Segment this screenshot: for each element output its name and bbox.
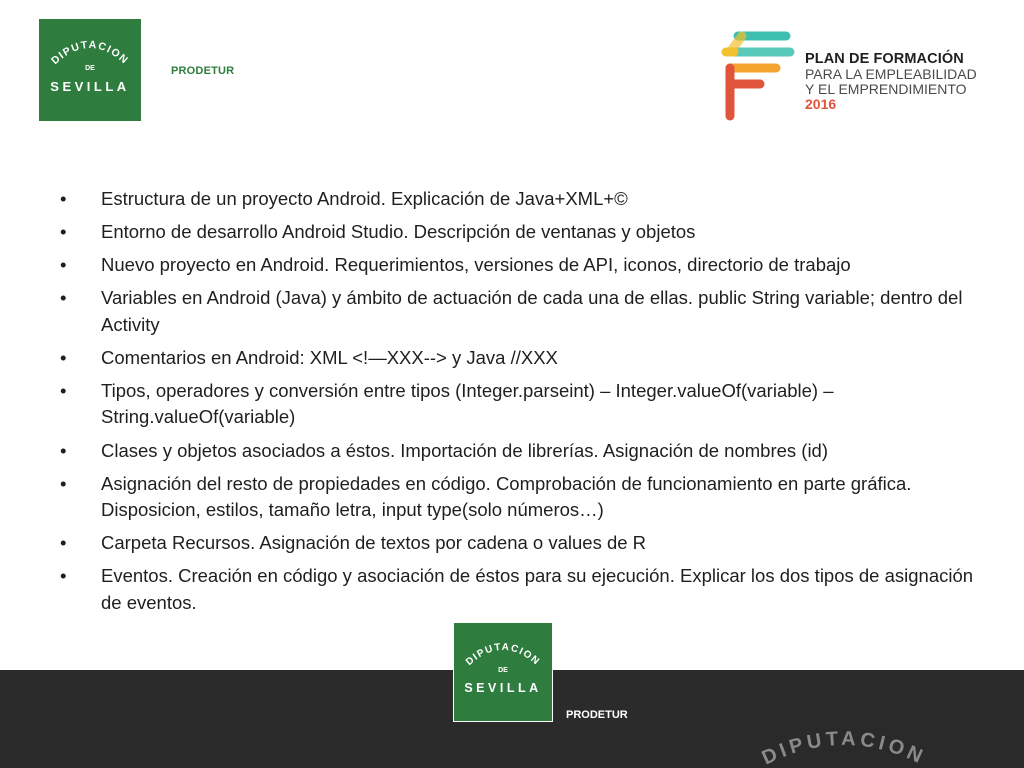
plan-title: PLAN DE FORMACIÓN — [805, 51, 964, 67]
svg-text:DIPUTACION: DIPUTACION — [758, 727, 930, 768]
list-item-text: Estructura de un proyecto Android. Explicación de Java+XML+© — [101, 188, 628, 209]
list-item — [60, 563, 990, 616]
bullet-icon: • — [60, 472, 67, 494]
list-item-text: Variables en Android (Java) y ámbito de actuación de cada una de ellas. public String variable; dentro del Activity — [101, 287, 963, 335]
list-item-text: Tipos, operadores y conversión entre tipos (Integer.parseint) – Integer.valueOf(variable) – String.valueOf(variable) — [101, 379, 834, 428]
plan-year: 2016 — [805, 96, 837, 112]
bullet-icon: • — [60, 287, 67, 309]
footer-diputacion-logo — [453, 622, 553, 722]
bullet-icon: • — [60, 254, 67, 276]
list-item — [60, 345, 990, 372]
list-item-text: Asignación del resto de propiedades en código. Comprobación de funcionamiento en parte gráfica. Disposicion, estilos, tamaño letra, input type(solo números…) — [101, 472, 912, 521]
bullet-icon: • — [60, 565, 67, 587]
bullet-icon: • — [60, 439, 67, 461]
list-item — [60, 438, 990, 465]
list-item-text: Clases y objetos asociados a éstos. Importación de librerías. Asignación de nombres (id) — [101, 439, 829, 461]
topics-list — [60, 186, 990, 623]
list-item — [60, 186, 990, 213]
logo-de-text: DE — [85, 65, 95, 72]
corner-logo-arc-text — [758, 722, 930, 768]
svg-text:DIPUTACION: DIPUTACION — [49, 38, 131, 68]
svg-text:DIPUTACION: DIPUTACION — [463, 641, 543, 668]
footer-prodetur-label: PRODETUR — [566, 709, 628, 721]
list-item — [60, 530, 990, 557]
bullet-icon: • — [60, 221, 67, 243]
list-item-text: Carpeta Recursos. Asignación de textos por cadena o values de R — [101, 532, 647, 554]
list-item-text: Entorno de desarrollo Android Studio. Descripción de ventanas y objetos — [101, 221, 696, 243]
list-item — [60, 285, 990, 338]
bullet-icon: • — [60, 188, 67, 209]
list-item-text: Eventos. Creación en código y asociación de éstos para su ejecución. Explicar los dos tipos de asignación de eventos. — [101, 565, 974, 613]
bullet-icon: • — [60, 532, 67, 554]
list-item — [60, 378, 990, 431]
prodetur-label: PRODETUR — [171, 65, 235, 77]
footer-logo-sevilla-text: SEVILLA — [464, 681, 542, 695]
list-item — [60, 219, 990, 246]
footer-logo-de-text: DE — [498, 667, 508, 674]
plan-formacion-text — [805, 52, 977, 112]
list-item — [60, 471, 990, 524]
footer-corner-logo — [758, 722, 930, 768]
list-item — [60, 252, 990, 279]
list-item-text: Nuevo proyecto en Android. Requerimientos, versiones de API, iconos, directorio de trabajo — [101, 254, 851, 276]
bullet-icon: • — [60, 346, 67, 368]
plan-subtitle-1: PARA LA EMPLEABILIDAD — [805, 66, 977, 82]
plan-formacion-logo-graphic — [720, 26, 800, 124]
list-item-text: Comentarios en Android: XML <!—XXX--> y Java //XXX — [101, 346, 558, 368]
logo-sevilla-text: SEVILLA — [50, 79, 130, 94]
bullet-icon: • — [60, 379, 67, 401]
plan-subtitle-2: Y EL EMPRENDIMIENTO — [805, 81, 967, 97]
diputacion-logo — [39, 19, 141, 121]
